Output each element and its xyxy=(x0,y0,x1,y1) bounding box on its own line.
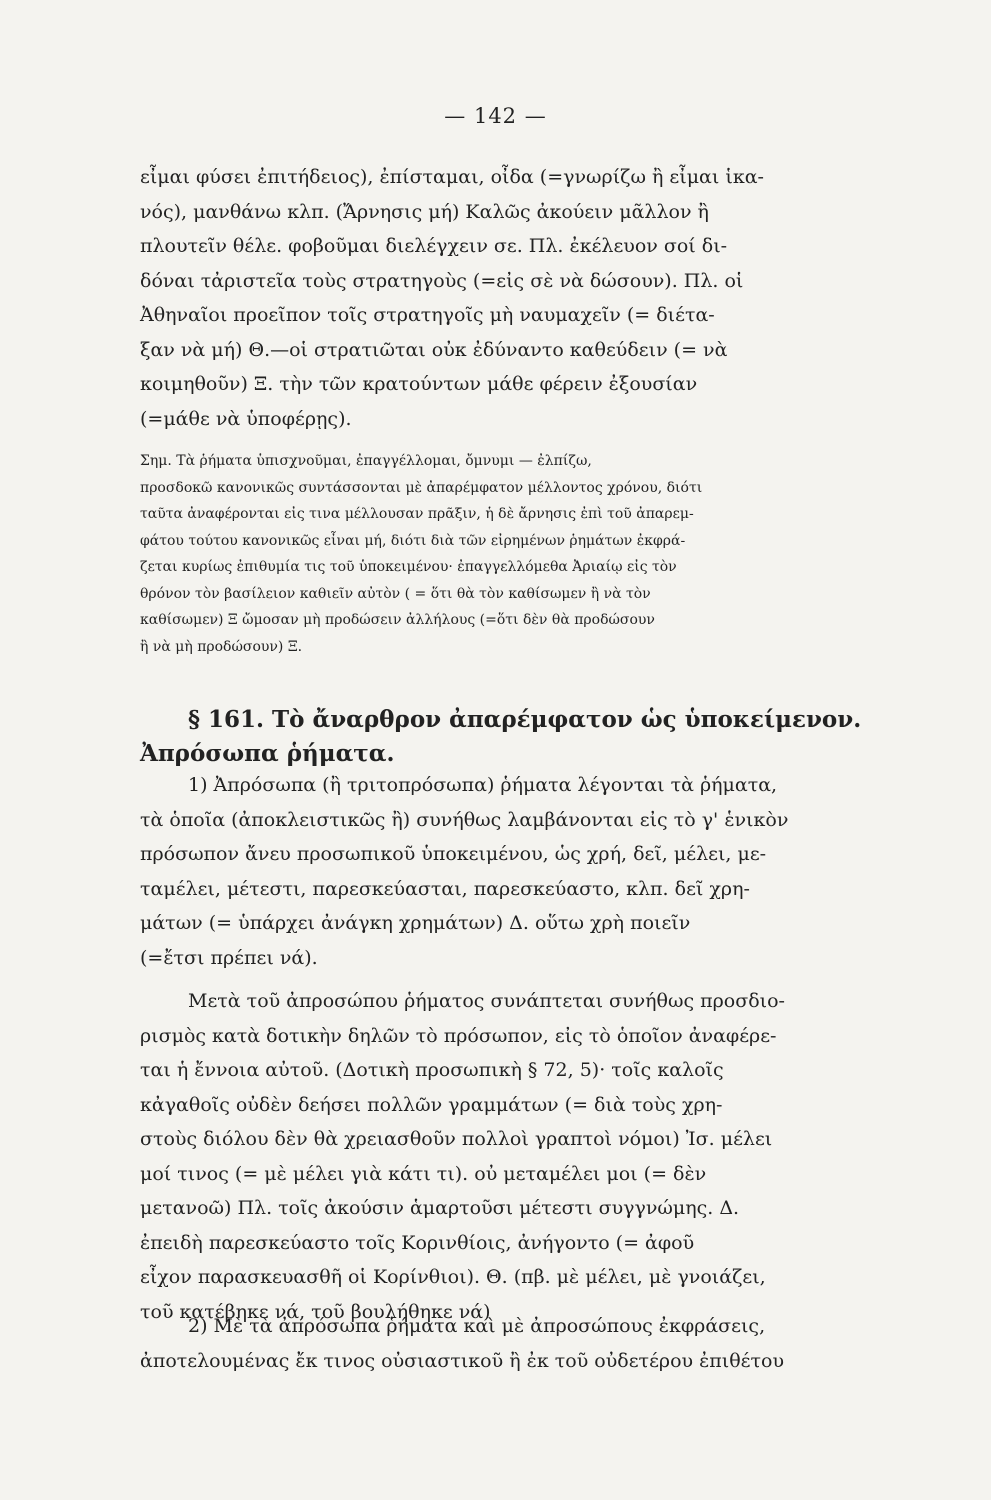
text-line: ρισμὸς κατὰ δοτικὴν δηλῶν τὸ πρόσωπον, εἰς τὸ ὁποῖον ἀναφέρε- xyxy=(140,1024,777,1047)
paragraph-1 xyxy=(140,768,875,975)
text-line: δόναι τἀριστεῖα τοὺς στρατηγοὺς (=εἰς σὲ νὰ δώσουν). Πλ. οἱ xyxy=(140,269,744,292)
text-line: νός), μανθάνω κλπ. (Ἄρνησις μή) Καλῶς ἀκούειν μᾶλλον ἢ xyxy=(140,200,709,223)
text-line: 1) Ἀπρόσωπα (ἢ τριτοπρόσωπα) ῥήματα λέγονται τὰ ῥήματα, xyxy=(188,774,778,796)
text-line: ταμέλει, μέτεστι, παρεσκεύασται, παρεσκεύαστο, κλπ. δεῖ χρη- xyxy=(140,877,750,900)
note-paragraph xyxy=(140,448,875,660)
text-line: εἶμαι φύσει ἐπιτήδειος), ἐπίσταμαι, οἶδα (=γνωρίζω ἢ εἶμαι ἱκα- xyxy=(140,166,764,188)
section-title: § 161. Τὸ ἄναρθρον ἀπαρέμφατον ὡς ὑποκείμενον. xyxy=(188,706,862,733)
text-line: Μετὰ τοῦ ἀπροσώπου ῥήματος συνάπτεται συνήθως προσδιο- xyxy=(188,990,785,1012)
text-line: τοῦ κατέβηκε νά, τοῦ βουλήθηκε νά) xyxy=(140,1300,491,1323)
text-line: (=ἔτσι πρέπει νά). xyxy=(140,946,318,969)
note-line: φάτου τούτου κανονικῶς εἶναι μή, διότι διὰ τῶν εἰρημένων ῥημάτων ἐκφρά- xyxy=(140,532,686,549)
text-line: στοὺς διόλου δὲν θὰ χρειασθοῦν πολλοὶ γραπτοὶ νόμοι) Ἰσ. μέλει xyxy=(140,1128,773,1150)
text-line: 2) Μὲ τὰ ἀπρόσωπα ῥήματα καὶ μὲ ἀπροσώπους ἐκφράσεις, xyxy=(188,1315,766,1337)
section-heading xyxy=(140,703,875,771)
note-line: ἢ νὰ μὴ προδώσουν) Ξ. xyxy=(140,638,303,655)
note-line: καθίσωμεν) Ξ ὤμοσαν μὴ προδώσειν ἀλλήλους (=ὅτι δὲν θὰ προδώσουν xyxy=(140,612,655,628)
paragraph-3 xyxy=(140,1309,875,1378)
section-subtitle: Ἀπρόσωπα ῥήματα. xyxy=(140,740,395,767)
text-line: τὰ ὁποῖα (ἀποκλειστικῶς ἢ) συνήθως λαμβάνονται εἰς τὸ γ' ἑνικὸν xyxy=(140,808,789,831)
text-line: ξαν νὰ μή) Θ.—οἱ στρατιῶται οὐκ ἐδύναντο καθεύδειν (= νὰ xyxy=(140,338,728,361)
note-line: Σημ. Τὰ ῥήματα ὑπισχνοῦμαι, ἐπαγγέλλομαι, ὄμνυμι — ἐλπίζω, xyxy=(140,453,592,469)
text-line: μοί τινος (= μὲ μέλει γιὰ κάτι τι). οὐ μεταμέλει μοι (= δὲν xyxy=(140,1162,707,1185)
text-line: ται ἡ ἔννοια αὐτοῦ. (Δοτικὴ προσωπικὴ § 72, 5)· τοῖς καλοῖς xyxy=(140,1059,724,1081)
text-line: μάτων (= ὑπάρχει ἀνάγκη χρημάτων) Δ. οὕτω χρὴ ποιεῖν xyxy=(140,912,691,934)
text-line: πρόσωπον ἄνευ προσωπικοῦ ὑποκειμένου, ὡς χρή, δεῖ, μέλει, με- xyxy=(140,843,767,865)
paragraph-2 xyxy=(140,984,875,1329)
page-number: — 142 — xyxy=(444,104,547,128)
text-line: Ἀθηναῖοι προεῖπον τοῖς στρατηγοῖς μὴ ναυμαχεῖν (= διέτα- xyxy=(140,304,715,326)
note-line: προσδοκῶ κανονικῶς συντάσσονται μὲ ἀπαρέμφατον μέλλοντος χρόνου, διότι xyxy=(140,479,703,496)
note-line: ταῦτα ἀναφέρονται εἰς τινα μέλλουσαν πρᾶξιν, ἡ δὲ ἄρνησις ἐπὶ τοῦ ἀπαρεμ- xyxy=(140,506,694,522)
text-line: εἶχον παρασκευασθῆ οἱ Κορίνθιοι). Θ. (πβ. μὲ μέλει, μὲ γνοιάζει, xyxy=(140,1266,766,1288)
top-paragraph xyxy=(140,160,875,436)
note-line: ζεται κυρίως ἐπιθυμία τις τοῦ ὑποκειμένου· ἐπαγγελλόμεθα Ἀριαίῳ εἰς τὸν xyxy=(140,559,677,575)
text-line: κἀγαθοῖς οὐδὲν δεήσει πολλῶν γραμμάτων (= διὰ τοὺς χρη- xyxy=(140,1093,723,1116)
text-line: ἐπειδὴ παρεσκεύαστο τοῖς Κορινθίοις, ἀνήγοντο (= ἀφοῦ xyxy=(140,1231,695,1254)
text-line: πλουτεῖν θέλε. φοβοῦμαι διελέγχειν σε. Πλ. ἐκέλευον σοί δι- xyxy=(140,235,728,257)
text-line: κοιμηθοῦν) Ξ. τὴν τῶν κρατούντων μάθε φέρειν ἐξουσίαν xyxy=(140,373,698,395)
text-line: ἀποτελουμένας ἔκ τινος οὐσιαστικοῦ ἢ ἐκ τοῦ οὐδετέρου ἐπιθέτου xyxy=(140,1349,785,1372)
text-line: μετανοῶ) Πλ. τοῖς ἀκούσιν ἁμαρτοῦσι μέτεστι συγγνώμης. Δ. xyxy=(140,1197,740,1219)
text-line: (=μάθε νὰ ὑποφέρῃς). xyxy=(140,407,352,430)
note-line: θρόνον τὸν βασίλειον καθιεῖν αὐτὸν ( = ὅτι θὰ τὸν καθίσωμεν ἢ νὰ τὸν xyxy=(140,585,651,602)
